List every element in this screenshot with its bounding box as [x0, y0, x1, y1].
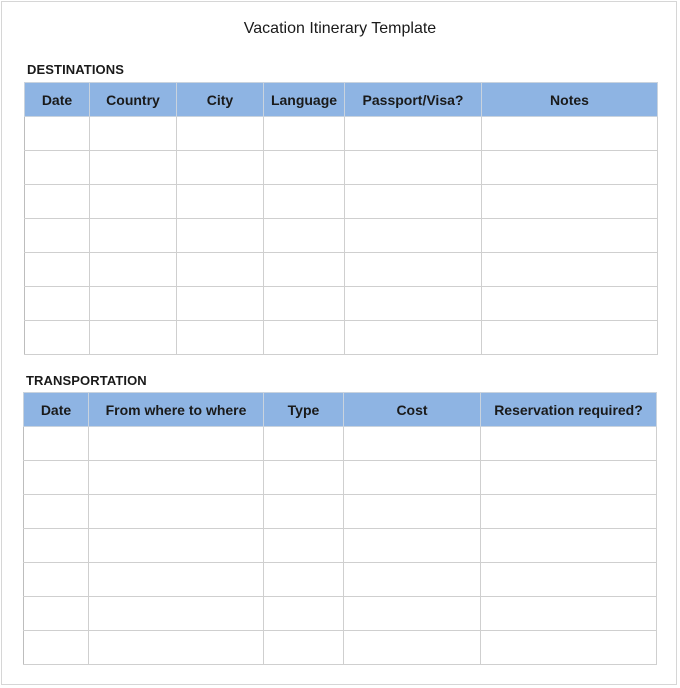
transportation-table-cell[interactable] — [264, 563, 344, 597]
transportation-table-cell[interactable] — [89, 597, 264, 631]
transportation-table-cell[interactable] — [264, 427, 344, 461]
column-header-reservation-required: Reservation required? — [481, 393, 657, 427]
column-header-type: Type — [264, 393, 344, 427]
transportation-table-row — [24, 597, 657, 631]
transportation-table-cell[interactable] — [24, 461, 89, 495]
destinations-table-cell[interactable] — [90, 287, 177, 321]
transportation-table-cell[interactable] — [481, 563, 657, 597]
destinations-table-cell[interactable] — [482, 219, 658, 253]
destinations-table-cell[interactable] — [345, 287, 482, 321]
transportation-header-row — [24, 393, 657, 427]
destinations-table-cell[interactable] — [482, 287, 658, 321]
transportation-table-row — [24, 461, 657, 495]
transportation-table-cell[interactable] — [344, 631, 481, 665]
transportation-table-row — [24, 563, 657, 597]
destinations-table-cell[interactable] — [177, 219, 264, 253]
destinations-table-cell[interactable] — [482, 117, 658, 151]
transportation-table-cell[interactable] — [24, 495, 89, 529]
destinations-table-row — [25, 287, 658, 321]
transportation-table-cell[interactable] — [264, 631, 344, 665]
destinations-table-cell[interactable] — [25, 253, 90, 287]
transportation-table-cell[interactable] — [344, 427, 481, 461]
transportation-table-cell[interactable] — [264, 461, 344, 495]
destinations-table-cell[interactable] — [90, 151, 177, 185]
document-title: Vacation Itinerary Template — [243, 20, 437, 37]
destinations-table-cell[interactable] — [177, 253, 264, 287]
transportation-table-body — [24, 427, 657, 665]
transportation-table-row — [24, 529, 657, 563]
transportation-table-cell[interactable] — [264, 529, 344, 563]
destinations-table-row — [25, 185, 658, 219]
transportation-table-cell[interactable] — [24, 631, 89, 665]
destinations-table-cell[interactable] — [345, 185, 482, 219]
column-header-cost: Cost — [344, 393, 481, 427]
destinations-table-cell[interactable] — [177, 321, 264, 355]
destinations-table-row — [25, 151, 658, 185]
destinations-table-cell[interactable] — [25, 287, 90, 321]
transportation-table — [23, 392, 657, 665]
transportation-table-cell[interactable] — [344, 563, 481, 597]
destinations-table-cell[interactable] — [25, 151, 90, 185]
destinations-table-cell[interactable] — [345, 253, 482, 287]
column-header-date: Date — [25, 83, 90, 117]
destinations-table-cell[interactable] — [482, 321, 658, 355]
destinations-table-cell[interactable] — [90, 117, 177, 151]
destinations-table-cell[interactable] — [345, 321, 482, 355]
destinations-table-cell[interactable] — [25, 117, 90, 151]
destinations-table-cell[interactable] — [90, 253, 177, 287]
column-header-city: City — [177, 83, 264, 117]
transportation-table-cell[interactable] — [344, 529, 481, 563]
transportation-table-row — [24, 495, 657, 529]
destinations-table-cell[interactable] — [90, 185, 177, 219]
column-header-passport-visa: Passport/Visa? — [345, 83, 482, 117]
destinations-table-cell[interactable] — [264, 253, 345, 287]
transportation-table-cell[interactable] — [89, 563, 264, 597]
destinations-table-cell[interactable] — [482, 151, 658, 185]
destinations-table-row — [25, 321, 658, 355]
destinations-table-cell[interactable] — [177, 287, 264, 321]
transportation-table-cell[interactable] — [344, 495, 481, 529]
destinations-table-cell[interactable] — [482, 253, 658, 287]
destinations-table-cell[interactable] — [25, 185, 90, 219]
column-header-language: Language — [264, 83, 345, 117]
transportation-table-row — [24, 631, 657, 665]
transportation-table-cell[interactable] — [89, 461, 264, 495]
transportation-table-cell[interactable] — [481, 427, 657, 461]
destinations-table-cell[interactable] — [177, 185, 264, 219]
transportation-table-cell[interactable] — [481, 461, 657, 495]
transportation-table-cell[interactable] — [24, 563, 89, 597]
destinations-table-cell[interactable] — [264, 219, 345, 253]
destinations-table-cell[interactable] — [264, 321, 345, 355]
destinations-table-body — [25, 117, 658, 355]
transportation-table-row — [24, 427, 657, 461]
destinations-table-cell[interactable] — [90, 219, 177, 253]
transportation-table-cell[interactable] — [264, 597, 344, 631]
destinations-table-cell[interactable] — [177, 151, 264, 185]
transportation-table-cell[interactable] — [89, 631, 264, 665]
destinations-table-cell[interactable] — [264, 151, 345, 185]
transportation-table-cell[interactable] — [24, 529, 89, 563]
transportation-table-cell[interactable] — [24, 597, 89, 631]
transportation-heading: TRANSPORTATION — [26, 373, 147, 388]
transportation-table-cell[interactable] — [481, 495, 657, 529]
transportation-table-cell[interactable] — [89, 427, 264, 461]
destinations-table-cell[interactable] — [264, 185, 345, 219]
transportation-table-cell[interactable] — [481, 631, 657, 665]
transportation-table-cell[interactable] — [481, 597, 657, 631]
destinations-header-row — [25, 83, 658, 117]
destinations-table-cell[interactable] — [177, 117, 264, 151]
destinations-table-cell[interactable] — [264, 287, 345, 321]
transportation-table-cell[interactable] — [344, 597, 481, 631]
column-header-from-where-to-where: From where to where — [89, 393, 264, 427]
destinations-table-cell[interactable] — [482, 185, 658, 219]
transportation-table-cell[interactable] — [344, 461, 481, 495]
transportation-table-cell[interactable] — [481, 529, 657, 563]
column-header-date: Date — [24, 393, 89, 427]
column-header-country: Country — [90, 83, 177, 117]
destinations-table — [24, 82, 658, 355]
destinations-heading: DESTINATIONS — [27, 62, 125, 77]
transportation-table-cell[interactable] — [264, 495, 344, 529]
transportation-table-cell[interactable] — [89, 529, 264, 563]
destinations-table-cell[interactable] — [25, 321, 90, 355]
destinations-table-row — [25, 219, 658, 253]
transportation-table-cell[interactable] — [89, 495, 264, 529]
destinations-table-cell[interactable] — [345, 219, 482, 253]
destinations-table-row — [25, 117, 658, 151]
destinations-table-cell[interactable] — [90, 321, 177, 355]
destinations-table-cell[interactable] — [345, 117, 482, 151]
destinations-table-cell[interactable] — [345, 151, 482, 185]
destinations-table-cell[interactable] — [264, 117, 345, 151]
column-header-notes: Notes — [482, 83, 658, 117]
transportation-table-cell[interactable] — [24, 427, 89, 461]
destinations-table-row — [25, 253, 658, 287]
destinations-table-cell[interactable] — [25, 219, 90, 253]
